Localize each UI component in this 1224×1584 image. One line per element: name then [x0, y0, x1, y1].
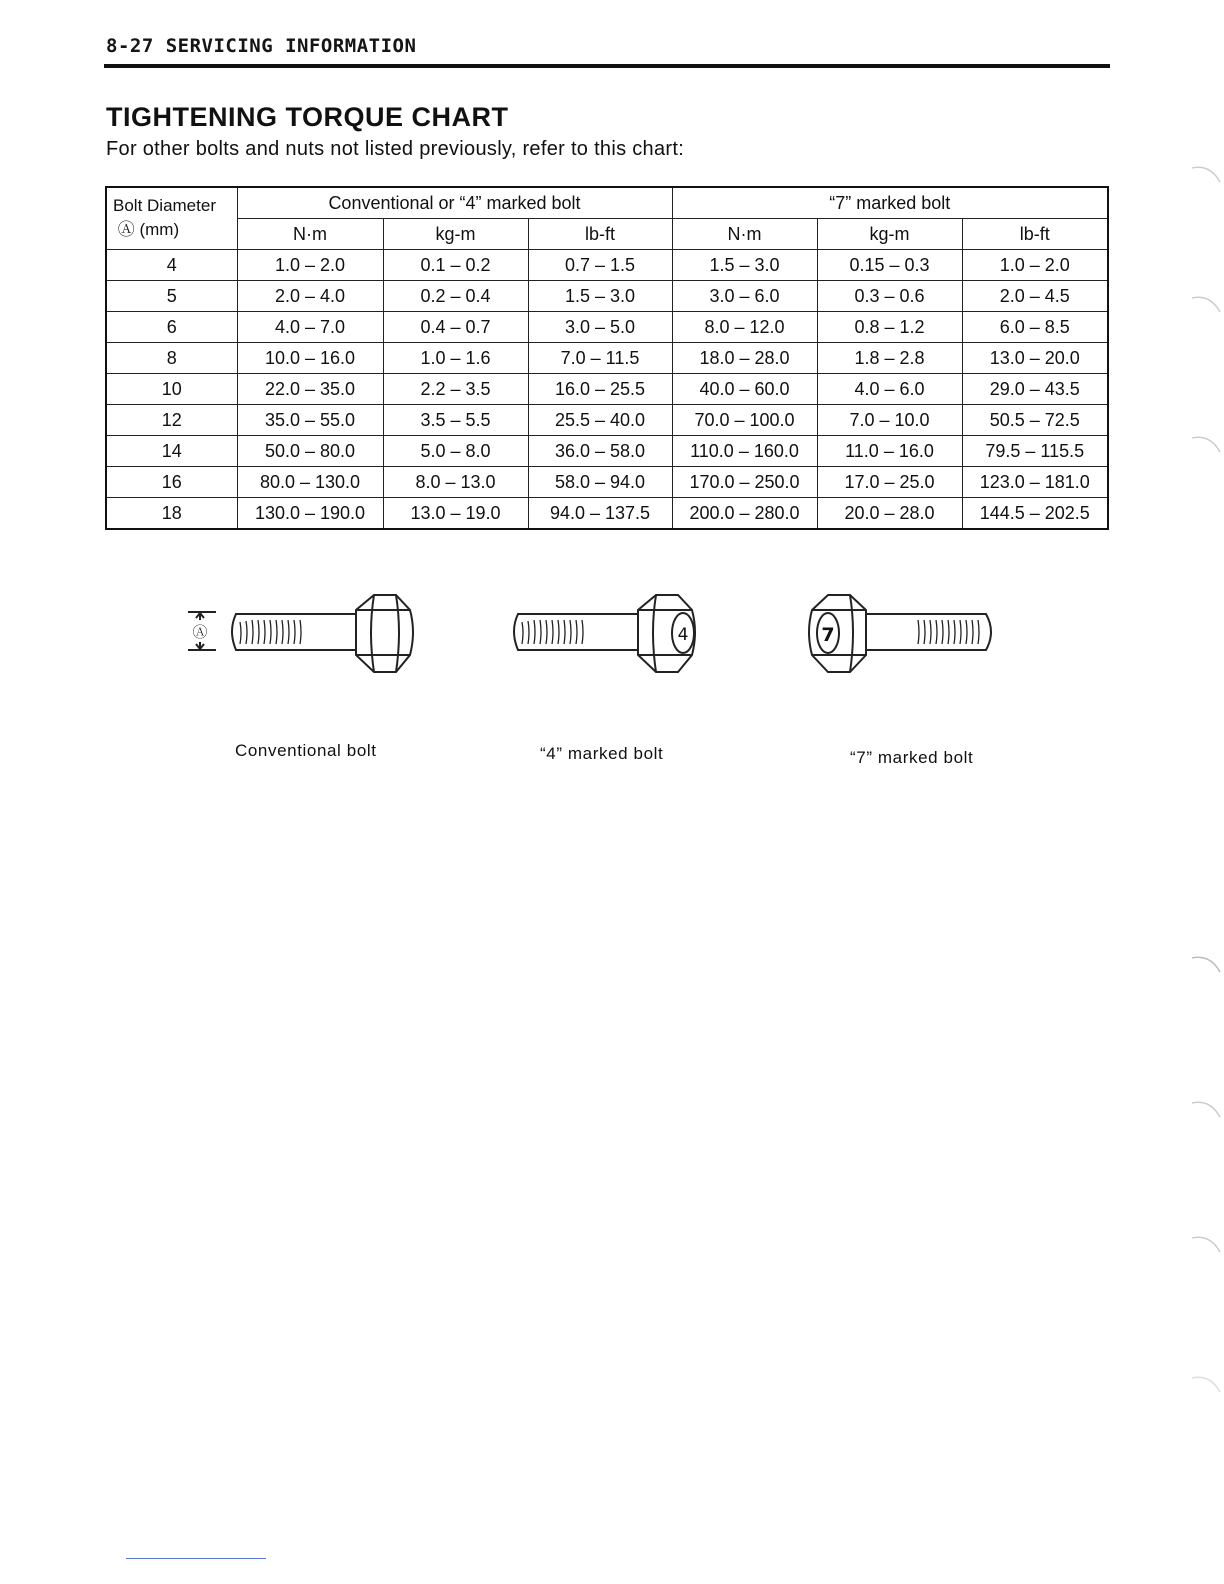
intro-text: For other bolts and nuts not listed previously, refer to this chart:	[106, 138, 685, 160]
table-cell: 7.0 – 11.5	[528, 343, 672, 374]
table-cell: 200.0 – 280.0	[672, 498, 817, 530]
table-cell: 0.4 – 0.7	[383, 312, 528, 343]
caption-conventional-bolt: Conventional bolt	[235, 741, 377, 760]
table-cell: 4.0 – 7.0	[237, 312, 383, 343]
binding-mark	[1184, 160, 1224, 190]
table-cell: 16.0 – 25.5	[528, 374, 672, 405]
table-cell: 79.5 – 115.5	[962, 436, 1108, 467]
table-cell: 11.0 – 16.0	[817, 436, 962, 467]
table-cell: 0.1 – 0.2	[383, 250, 528, 281]
bolt-diameter-cell: 12	[106, 405, 237, 436]
table-cell: 2.0 – 4.5	[962, 281, 1108, 312]
table-cell: 8.0 – 12.0	[672, 312, 817, 343]
four-marked-bolt-illustration	[514, 595, 695, 672]
binding-mark	[1184, 1095, 1224, 1125]
head-mark-4: 4	[677, 625, 689, 645]
binding-mark	[1184, 430, 1224, 460]
table-cell: 10.0 – 16.0	[237, 343, 383, 374]
table-cell: 29.0 – 43.5	[962, 374, 1108, 405]
torque-table	[105, 186, 1109, 530]
conventional-bolt-group-header: Conventional or “4” marked bolt	[237, 187, 672, 219]
table-cell: 3.5 – 5.5	[383, 405, 528, 436]
table-row	[106, 405, 1108, 436]
binding-mark	[1184, 290, 1224, 320]
table-cell: 2.2 – 3.5	[383, 374, 528, 405]
unit-header: kg-m	[383, 219, 528, 250]
bolt-diameter-cell: 5	[106, 281, 237, 312]
table-cell: 40.0 – 60.0	[672, 374, 817, 405]
binding-mark	[1184, 1370, 1224, 1400]
table-row	[106, 374, 1108, 405]
bolt-diameter-label: Bolt Diameter	[113, 196, 216, 215]
table-cell: 17.0 – 25.0	[817, 467, 962, 498]
table-cell: 1.8 – 2.8	[817, 343, 962, 374]
table-cell: 80.0 – 130.0	[237, 467, 383, 498]
table-cell: 36.0 – 58.0	[528, 436, 672, 467]
table-cell: 1.0 – 2.0	[962, 250, 1108, 281]
table-cell: 13.0 – 20.0	[962, 343, 1108, 374]
seven-marked-bolt-illustration	[809, 595, 991, 672]
table-row	[106, 250, 1108, 281]
table-cell: 6.0 – 8.5	[962, 312, 1108, 343]
table-cell: 1.0 – 2.0	[237, 250, 383, 281]
dimension-a-symbol: Ⓐ	[117, 220, 135, 239]
table-cell: 50.5 – 72.5	[962, 405, 1108, 436]
table-cell: 35.0 – 55.0	[237, 405, 383, 436]
binding-mark	[1184, 1230, 1224, 1260]
table-cell: 13.0 – 19.0	[383, 498, 528, 530]
table-cell: 170.0 – 250.0	[672, 467, 817, 498]
table-cell: 1.0 – 1.6	[383, 343, 528, 374]
bolt-diameter-header	[106, 187, 237, 250]
seven-marked-bolt-group-header: “7” marked bolt	[672, 187, 1108, 219]
table-cell: 94.0 – 137.5	[528, 498, 672, 530]
table-cell: 2.0 – 4.0	[237, 281, 383, 312]
table-cell: 20.0 – 28.0	[817, 498, 962, 530]
table-cell: 18.0 – 28.0	[672, 343, 817, 374]
table-cell: 1.5 – 3.0	[672, 250, 817, 281]
page-title: TIGHTENING TORQUE CHART	[106, 102, 509, 132]
table-row	[106, 467, 1108, 498]
table-cell: 0.7 – 1.5	[528, 250, 672, 281]
table-cell: 130.0 – 190.0	[237, 498, 383, 530]
table-cell: 58.0 – 94.0	[528, 467, 672, 498]
table-cell: 5.0 – 8.0	[383, 436, 528, 467]
table-cell: 25.5 – 40.0	[528, 405, 672, 436]
conventional-bolt-illustration	[188, 595, 413, 672]
table-cell: 4.0 – 6.0	[817, 374, 962, 405]
dimension-a-label: Ⓐ	[192, 623, 208, 641]
bolt-diameter-cell: 6	[106, 312, 237, 343]
unit-header: lb-ft	[962, 219, 1108, 250]
table-cell: 110.0 – 160.0	[672, 436, 817, 467]
table-cell: 0.15 – 0.3	[817, 250, 962, 281]
table-row	[106, 343, 1108, 374]
table-cell: 8.0 – 13.0	[383, 467, 528, 498]
caption-seven-marked-bolt: “7” marked bolt	[850, 748, 974, 767]
table-cell: 0.8 – 1.2	[817, 312, 962, 343]
bolt-diameter-cell: 10	[106, 374, 237, 405]
table-unit-header-row	[106, 219, 1108, 250]
binding-mark	[1184, 950, 1224, 980]
bolt-diameter-cell: 8	[106, 343, 237, 374]
unit-header: lb-ft	[528, 219, 672, 250]
page-header: 8-27 SERVICING INFORMATION	[106, 35, 417, 57]
table-row	[106, 498, 1108, 530]
table-cell: 0.3 – 0.6	[817, 281, 962, 312]
table-cell: 3.0 – 6.0	[672, 281, 817, 312]
table-group-header-row	[106, 187, 1108, 219]
table-row	[106, 281, 1108, 312]
table-cell: 123.0 – 181.0	[962, 467, 1108, 498]
table-cell: 50.0 – 80.0	[237, 436, 383, 467]
table-cell: 0.2 – 0.4	[383, 281, 528, 312]
table-cell: 70.0 – 100.0	[672, 405, 817, 436]
head-mark-7: 7	[821, 624, 835, 646]
table-cell: 3.0 – 5.0	[528, 312, 672, 343]
bottom-rule	[126, 1558, 266, 1559]
table-cell: 144.5 – 202.5	[962, 498, 1108, 530]
bolt-diameter-cell: 18	[106, 498, 237, 530]
table-row	[106, 312, 1108, 343]
bolt-diameter-cell: 4	[106, 250, 237, 281]
header-rule	[104, 64, 1110, 68]
unit-header: N·m	[237, 219, 383, 250]
table-row	[106, 436, 1108, 467]
bolt-diameter-unit: (mm)	[139, 220, 180, 239]
unit-header: N·m	[672, 219, 817, 250]
bolt-diameter-cell: 16	[106, 467, 237, 498]
caption-four-marked-bolt: “4” marked bolt	[540, 744, 664, 763]
table-cell: 7.0 – 10.0	[817, 405, 962, 436]
table-cell: 22.0 – 35.0	[237, 374, 383, 405]
table-cell: 1.5 – 3.0	[528, 281, 672, 312]
unit-header: kg-m	[817, 219, 962, 250]
bolt-diameter-cell: 14	[106, 436, 237, 467]
